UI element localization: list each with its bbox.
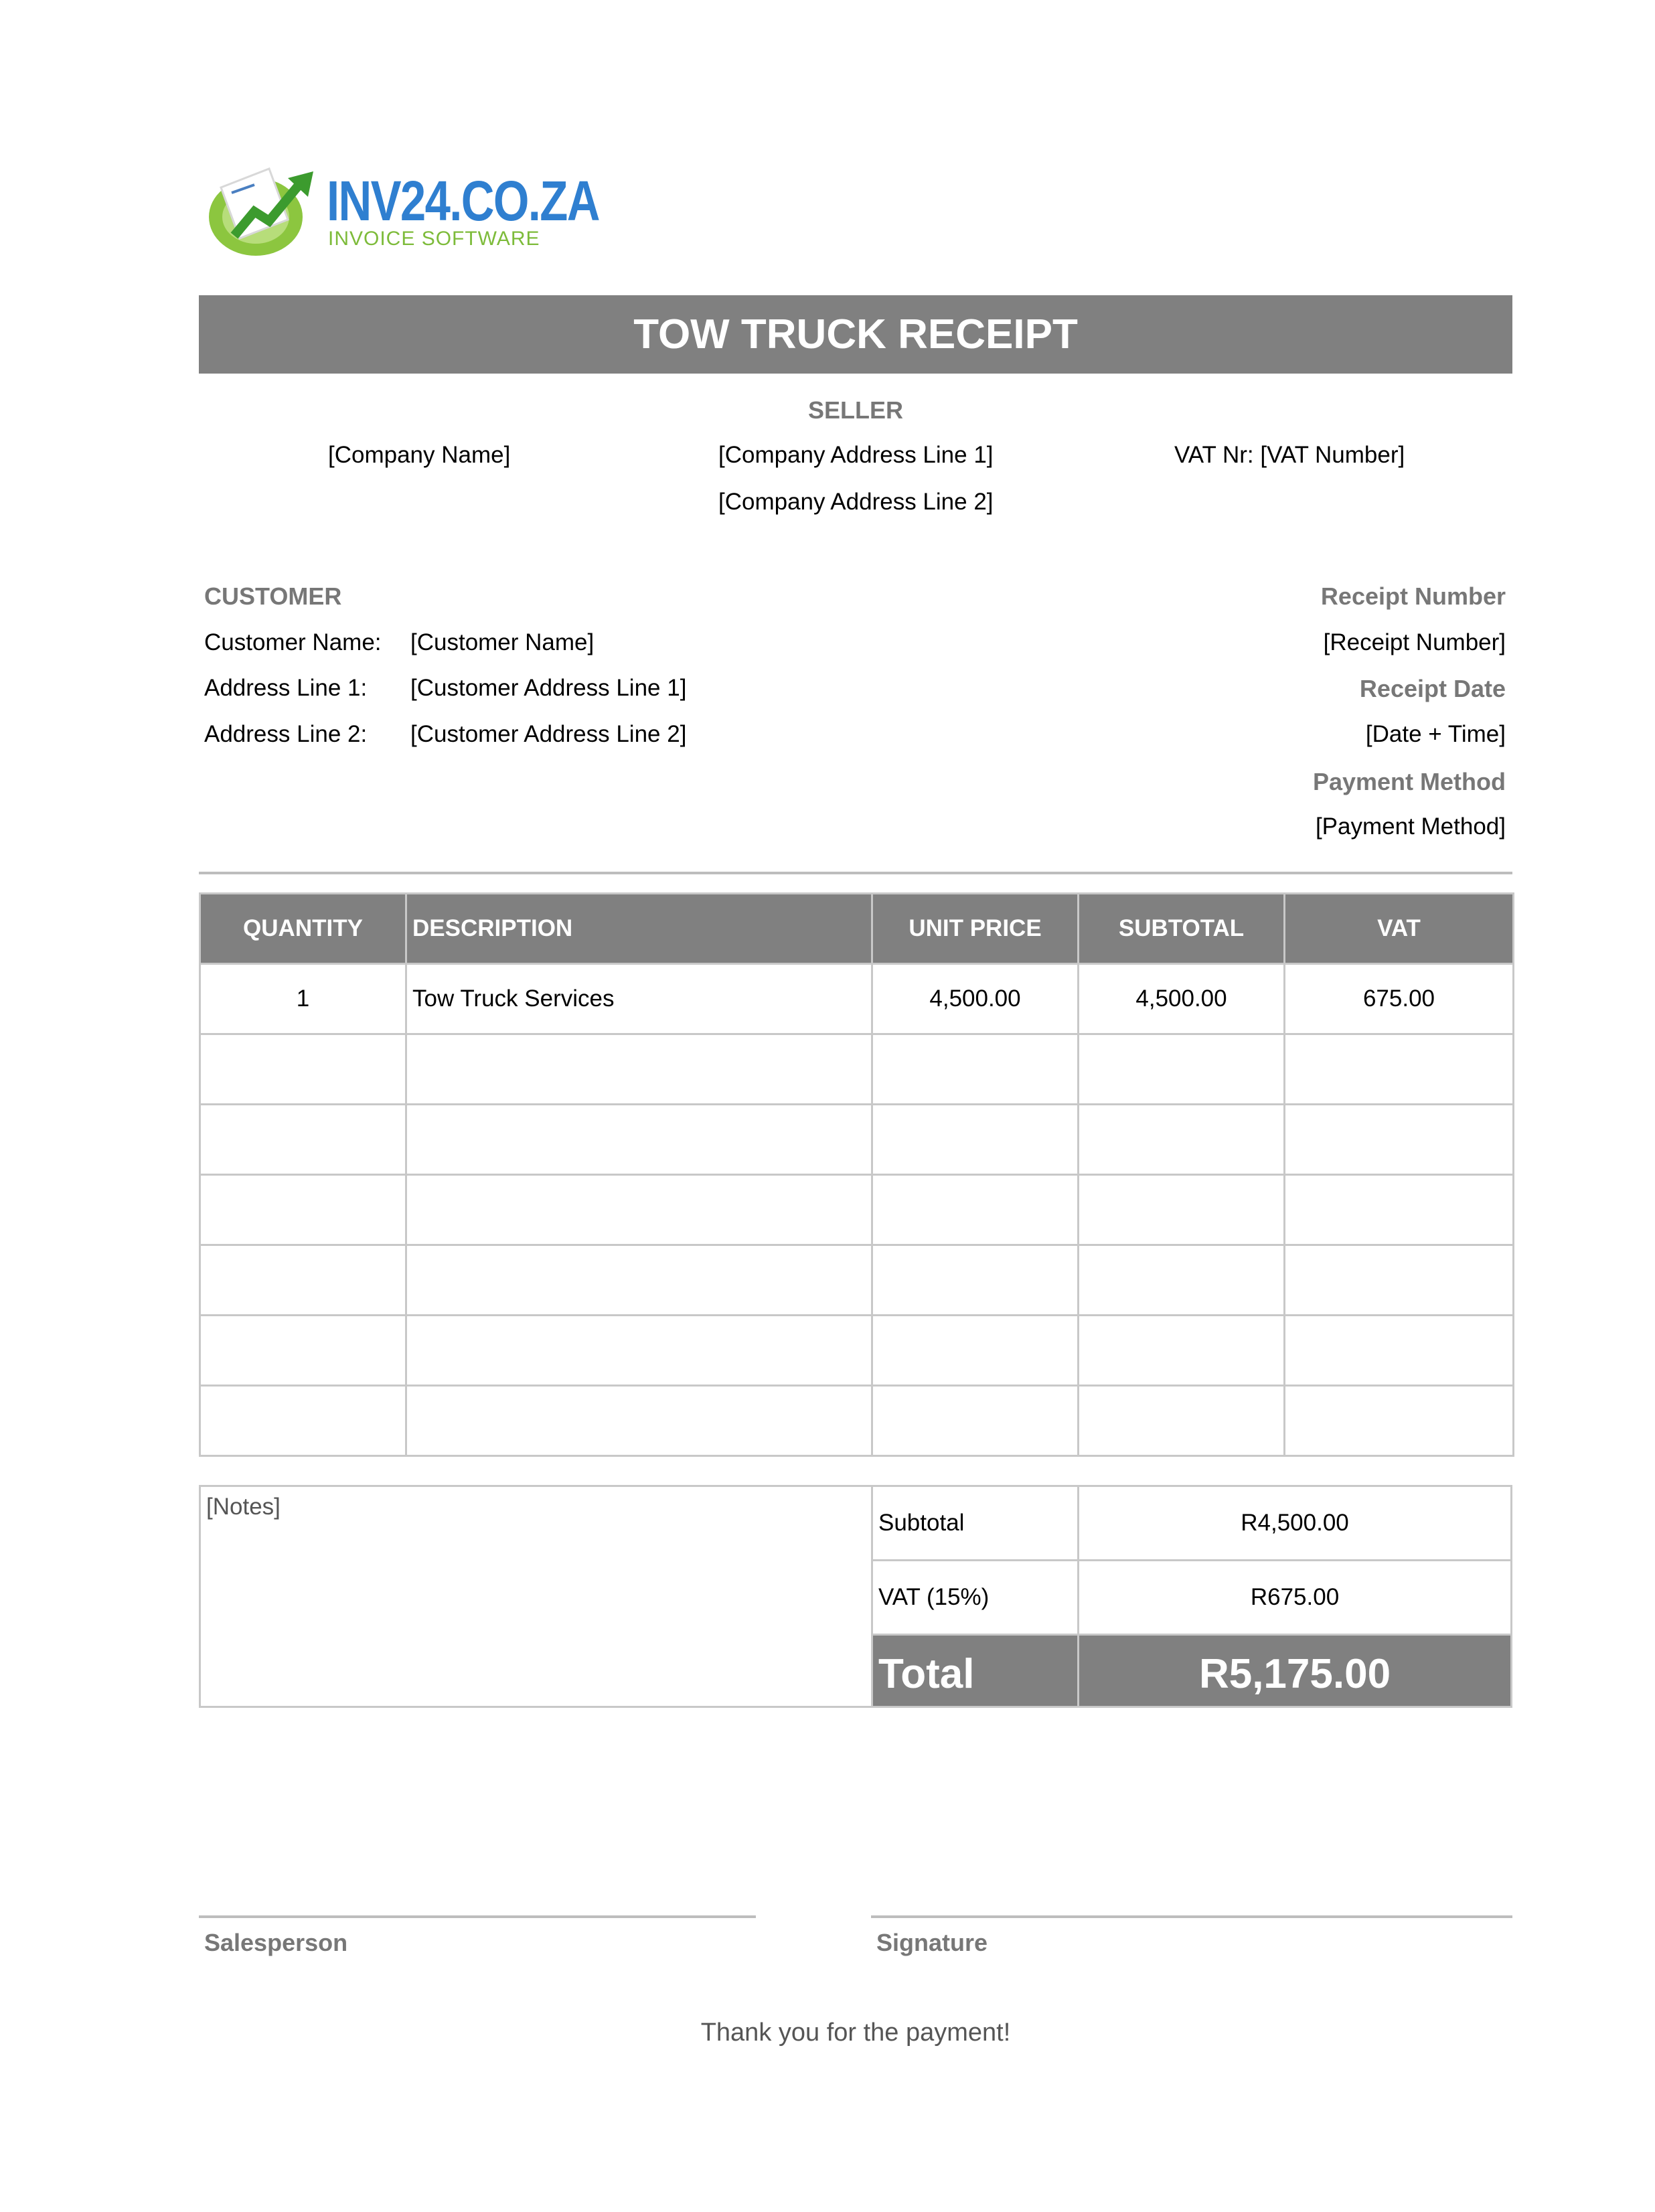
seller-label: SELLER <box>807 396 903 424</box>
cell-subtotal: 4,500.00 <box>1079 964 1285 1034</box>
table-header-row <box>200 894 1514 964</box>
vat-value: R675.00 <box>1250 1584 1340 1610</box>
subtotal-value-cell <box>1077 1485 1512 1561</box>
table-row <box>200 964 1514 1034</box>
receipt-number-label: Receipt Number <box>1320 582 1506 610</box>
total-label: Total <box>878 1651 975 1697</box>
company-logo <box>208 155 599 262</box>
cell-description <box>406 1034 872 1105</box>
summary-section <box>199 1485 1512 1708</box>
table-row <box>200 1034 1514 1105</box>
subtotal-value: R4,500.00 <box>1241 1510 1349 1536</box>
signature-label: Signature <box>876 1929 988 1956</box>
receipt-number-value: [Receipt Number] <box>1323 629 1506 655</box>
column-header-vat: VAT <box>1285 894 1514 964</box>
cell-vat <box>1285 1316 1514 1386</box>
vat-label-cell <box>871 1559 1079 1636</box>
cell-quantity <box>200 1245 406 1316</box>
seller-address-line-1: [Company Address Line 1] <box>718 442 994 468</box>
vat-label: VAT (15%) <box>878 1584 990 1610</box>
cell-quantity <box>200 1034 406 1105</box>
cell-subtotal <box>1079 1034 1285 1105</box>
table-row <box>200 1245 1514 1316</box>
vat-value-cell <box>1077 1559 1512 1636</box>
cell-vat <box>1285 1034 1514 1105</box>
column-header-subtotal: SUBTOTAL <box>1079 894 1285 964</box>
customer-label: CUSTOMER <box>204 582 342 610</box>
total-value: R5,175.00 <box>1198 1651 1391 1697</box>
cell-subtotal <box>1079 1175 1285 1245</box>
cell-vat <box>1285 1245 1514 1316</box>
cell-unit-price <box>872 1175 1079 1245</box>
column-header-quantity: QUANTITY <box>200 894 406 964</box>
cell-unit-price <box>872 1316 1079 1386</box>
cell-quantity: 1 <box>200 964 406 1034</box>
cell-subtotal <box>1079 1316 1285 1386</box>
table-row <box>200 1386 1514 1456</box>
cell-vat <box>1285 1175 1514 1245</box>
customer-address-2-value: [Customer Address Line 2] <box>410 721 687 747</box>
salesperson-line <box>199 1915 756 1918</box>
cell-quantity <box>200 1316 406 1386</box>
signature-line <box>871 1915 1512 1918</box>
customer-address-1-value: [Customer Address Line 1] <box>410 675 687 701</box>
total-value-cell <box>1077 1634 1512 1708</box>
table-row <box>200 1105 1514 1175</box>
cell-description <box>406 1105 872 1175</box>
cell-description: Tow Truck Services <box>406 964 872 1034</box>
cell-subtotal <box>1079 1245 1285 1316</box>
table-row <box>200 1316 1514 1386</box>
notes-text: [Notes] <box>206 1494 281 1520</box>
seller-address-line-2: [Company Address Line 2] <box>718 489 994 515</box>
cell-subtotal <box>1079 1386 1285 1456</box>
cell-description <box>406 1316 872 1386</box>
payment-method-value: [Payment Method] <box>1315 813 1506 840</box>
payment-method-label: Payment Method <box>1312 768 1506 795</box>
page-title: TOW TRUCK RECEIPT <box>633 311 1078 358</box>
table-row <box>200 1175 1514 1245</box>
receipt-date-value: [Date + Time] <box>1365 721 1506 747</box>
footer-thanks: Thank you for the payment! <box>700 2019 1011 2047</box>
logo-chart-icon <box>208 155 321 262</box>
total-label-cell <box>871 1634 1079 1708</box>
salesperson-label: Salesperson <box>204 1929 348 1956</box>
seller-vat-number: VAT Nr: [VAT Number] <box>1174 442 1405 468</box>
cell-vat <box>1285 1386 1514 1456</box>
cell-description <box>406 1245 872 1316</box>
cell-unit-price <box>872 1105 1079 1175</box>
line-items-table <box>199 892 1514 1457</box>
title-bar <box>199 295 1512 374</box>
subtotal-label-cell <box>871 1485 1079 1561</box>
cell-quantity <box>200 1386 406 1456</box>
logo-tagline: INVOICE SOFTWARE <box>328 228 540 250</box>
cell-vat <box>1285 1105 1514 1175</box>
receipt-date-label: Receipt Date <box>1359 675 1506 702</box>
cell-subtotal <box>1079 1105 1285 1175</box>
cell-vat: 675.00 <box>1285 964 1514 1034</box>
column-header-unit-price: UNIT PRICE <box>872 894 1079 964</box>
cell-description <box>406 1386 872 1456</box>
subtotal-label: Subtotal <box>878 1510 965 1536</box>
customer-address-1-label: Address Line 1: <box>204 675 368 701</box>
seller-company-name: [Company Name] <box>328 442 511 468</box>
cell-unit-price <box>872 1386 1079 1456</box>
column-header-description: DESCRIPTION <box>406 894 872 964</box>
cell-unit-price <box>872 1034 1079 1105</box>
customer-name-label: Customer Name: <box>204 629 382 655</box>
cell-quantity <box>200 1175 406 1245</box>
section-divider <box>199 872 1512 874</box>
cell-description <box>406 1175 872 1245</box>
customer-name-value: [Customer Name] <box>410 629 595 655</box>
cell-unit-price: 4,500.00 <box>872 964 1079 1034</box>
cell-quantity <box>200 1105 406 1175</box>
customer-address-2-label: Address Line 2: <box>204 721 368 747</box>
cell-unit-price <box>872 1245 1079 1316</box>
notes-box <box>199 1485 873 1708</box>
logo-name: INV24.CO.ZA <box>327 169 599 232</box>
